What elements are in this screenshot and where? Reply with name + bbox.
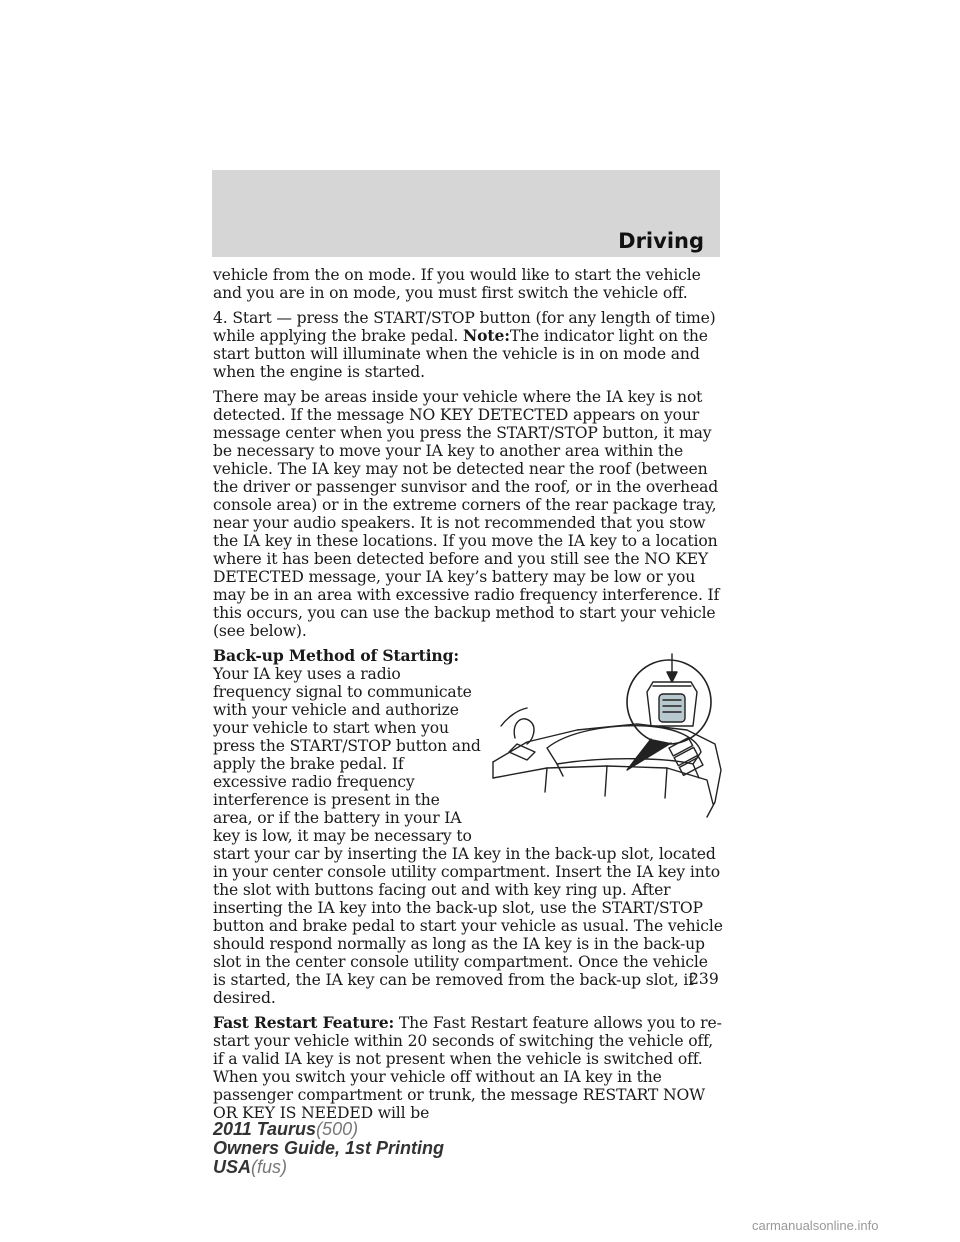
- section-header: [212, 170, 720, 257]
- paragraph-intro: vehicle from the on mode. If you would like to start the vehicle and you are in on mode, you must first switch the vehicle off.: [213, 266, 701, 302]
- footer-line-region: USA(fus): [213, 1157, 288, 1177]
- section-title: Driving: [618, 229, 704, 253]
- page-number: 239: [689, 970, 719, 988]
- footer-line-printing: Owners Guide, 1st Printing: [213, 1138, 445, 1158]
- note-label: Note:: [463, 326, 510, 345]
- paragraph-start-step: 4. Start — press the START/STOP button (for any length of time) while applying the brake pedal. Note:The indicator light on the start button will illuminate when the vehicle is in on mode and when the engine is started.: [213, 309, 716, 381]
- watermark: carmanualsonline.info: [752, 1218, 879, 1233]
- backup-method-label: Back-up Method of Starting:: [213, 646, 459, 665]
- console-backup-slot-illustration: [487, 652, 727, 827]
- footer-print-info: [213, 1120, 444, 1177]
- page-body: [213, 266, 723, 1129]
- paragraph-fast-restart: Fast Restart Feature: The Fast Restart feature allows you to re-start your vehicle within 20 seconds of switching the vehicle off, if a valid IA key is not present when the vehicle is switched off. When you switch your vehicle off without an IA key in the passenger compartment or trunk, the message RESTART NOW OR KEY IS NEEDED will be: [213, 1013, 722, 1122]
- paragraph-no-key-detected: There may be areas inside your vehicle where the IA key is not detected. If the message NO KEY DETECTED appears on your message center when you press the START/STOP button, it may be necessary to move your IA key to another area within the vehicle. The IA key may not be detected near the roof (between the driver or passenger sunvisor and the roof, or in the overhead console area) or in the extreme corners of the rear package tray, near your audio speakers. It is not recommended that you stow the IA key in these locations. If you move the IA key to a location where it has been detected before and you still see the NO KEY DETECTED message, your IA key’s battery may be low or you may be in an area with excessive radio frequency interference. If this occurs, you can use the backup method to start your vehicle (see below).: [213, 388, 720, 640]
- paragraph-backup-method: Back-up Method of Starting: Your IA key uses a radio frequency signal to communicate with your vehicle and authorize your vehicle to start when you press the START/STOP button and apply the brake pedal. If excessive radio frequency interference is present in the area, or if the battery in your IA key is low, it may be necessary to start your car by inserting the IA key in the back-up slot, located in your center console utility compartment. Insert the IA key into the slot with buttons facing out and with key ring up. After inserting the IA key into the back-up slot, use the START/STOP button and brake pedal to start your vehicle as usual. The vehicle should respond normally as long as the IA key is in the back-up slot in the center console utility compartment. Once the vehicle is started, the IA key can be removed from the back-up slot, if desired.: [213, 647, 723, 1007]
- fast-restart-label: Fast Restart Feature:: [213, 1013, 395, 1032]
- footer-line-model: 2011 Taurus(500): [213, 1119, 359, 1139]
